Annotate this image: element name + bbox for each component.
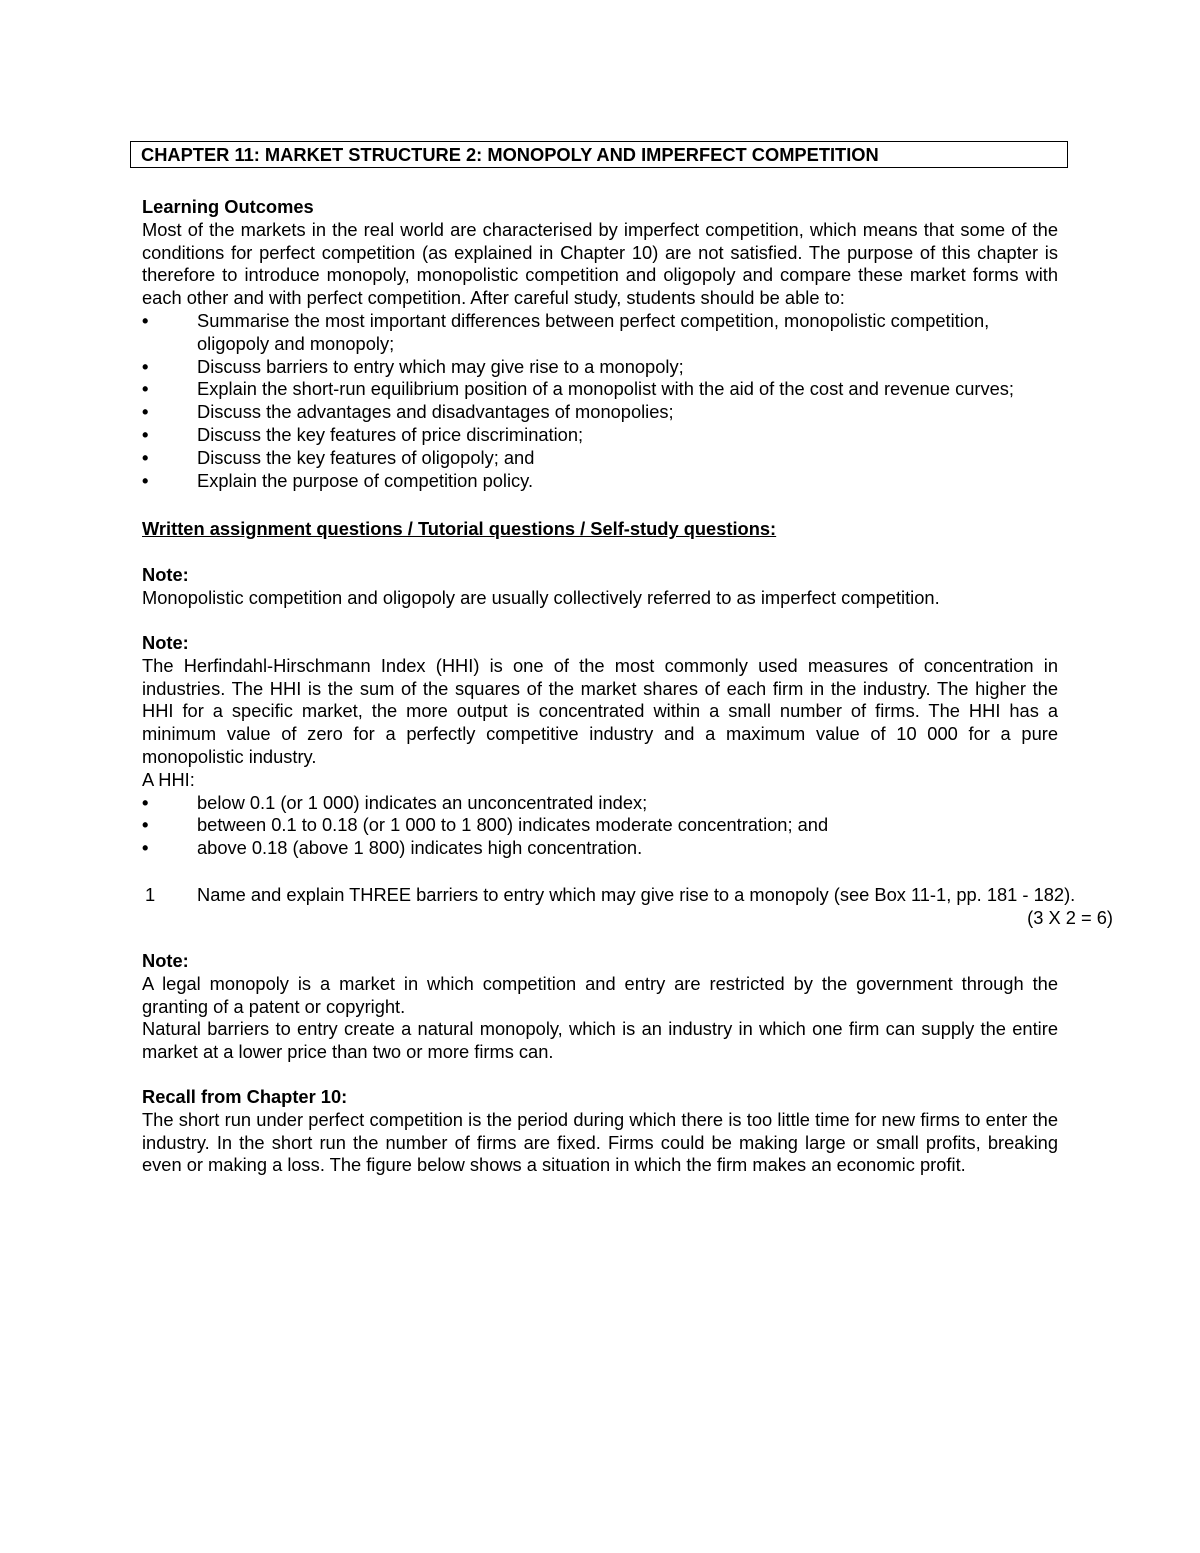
list-item: • below 0.1 (or 1 000) indicates an unconcentrated index; <box>142 791 648 813</box>
list-item: • Discuss the key features of oligopoly; and <box>142 446 535 468</box>
question-text: Name and explain THREE barriers to entry which may give rise to a monopoly (see Box 11-1, pp. 181 - 182). (3 X 2 = 6) <box>197 884 1113 928</box>
chapter-title: CHAPTER 11: MARKET STRUCTURE 2: MONOPOLY AND IMPERFECT COMPETITION <box>141 144 879 165</box>
recall-text: The short run under perfect competition is the period during which there is too little time for new firms to enter the industry. In the short run the number of firms are fixed. Firms could be making large or small profits, breaking even or making a loss. The figure below shows a situation in which the firm makes an economic profit. <box>142 1108 1058 1176</box>
hhi-label: A HHI: <box>142 768 195 790</box>
note-hhi <box>142 632 1058 860</box>
note-text: Natural barriers to entry create a natural monopoly, which is an industry in which one firm can supply the entire market at a lower price than two or more firms can. <box>142 1018 1058 1063</box>
learning-outcomes-list <box>142 310 1058 492</box>
question-1 <box>142 884 1113 928</box>
bullet-icon: • <box>142 401 149 423</box>
learning-outcomes-intro: Most of the markets in the real world are characterised by imperfect competition, which means that some of the conditions for perfect competition (as explained in Chapter 10) are not satisfied. The purpose of this chapter is therefore to introduce monopoly, monopolistic competition and oligopoly and compare these market forms with each other and with perfect competition. After careful study, students should be able to: <box>142 218 1058 309</box>
note-heading: Note: <box>142 950 189 971</box>
bullet-icon: • <box>142 378 149 400</box>
bullet-icon: • <box>142 837 149 859</box>
list-item: • Discuss barriers to entry which may give rise to a monopoly; <box>142 355 684 377</box>
bullet-icon: • <box>142 423 149 445</box>
list-item: • between 0.1 to 0.18 (or 1 000 to 1 800) indicates moderate concentration; and <box>142 814 829 836</box>
bullet-icon: • <box>142 814 149 836</box>
bullet-icon: • <box>142 469 149 491</box>
note-text: The Herfindahl-Hirschmann Index (HHI) is one of the most commonly used measures of concentration in industries. The HHI is the sum of the squares of the market shares of each firm in the industry. The higher the HHI for a specific market, the more output is concentrated within a small number of firms. The HHI has a minimum value of zero for a perfectly competitive industry and a maximum value of 10 000 for a pure monopolistic industry. <box>142 654 1058 767</box>
note-heading: Note: <box>142 564 189 585</box>
bullet-icon: • <box>142 446 149 468</box>
list-item: • Discuss the advantages and disadvantages of monopolies; <box>142 401 674 423</box>
note-heading: Note: <box>142 632 189 653</box>
chapter-title-box <box>130 141 1068 168</box>
recall-heading: Recall from Chapter 10: <box>142 1086 348 1107</box>
note-legal-monopoly <box>142 950 1058 1064</box>
note-text: Monopolistic competition and oligopoly are usually collectively referred to as imperfect competition. <box>142 586 940 608</box>
list-item: • Summarise the most important differences between perfect competition, monopolistic competition, oligopoly and monopoly; <box>142 309 990 354</box>
bullet-icon: • <box>142 309 149 331</box>
list-item: • Discuss the key features of price discrimination; <box>142 423 584 445</box>
note-imperfect-competition <box>142 564 1058 610</box>
hhi-list <box>142 792 1058 860</box>
question-marks: (3 X 2 = 6) <box>1027 906 1113 928</box>
list-item: • Explain the purpose of competition policy. <box>142 469 534 491</box>
learning-outcomes-heading: Learning Outcomes <box>142 196 314 217</box>
bullet-icon: • <box>142 355 149 377</box>
note-text: A legal monopoly is a market in which competition and entry are restricted by the government through the granting of a patent or copyright. <box>142 972 1058 1017</box>
questions-heading: Written assignment questions / Tutorial questions / Self-study questions: <box>142 518 777 539</box>
question-number: 1 <box>145 884 156 905</box>
recall-section <box>142 1086 1058 1177</box>
list-item: • above 0.18 (above 1 800) indicates high concentration. <box>142 837 643 859</box>
bullet-icon: • <box>142 791 149 813</box>
learning-outcomes-section <box>142 196 1058 492</box>
list-item: • Explain the short-run equilibrium position of a monopolist with the aid of the cost and revenue curves; <box>142 378 1015 400</box>
